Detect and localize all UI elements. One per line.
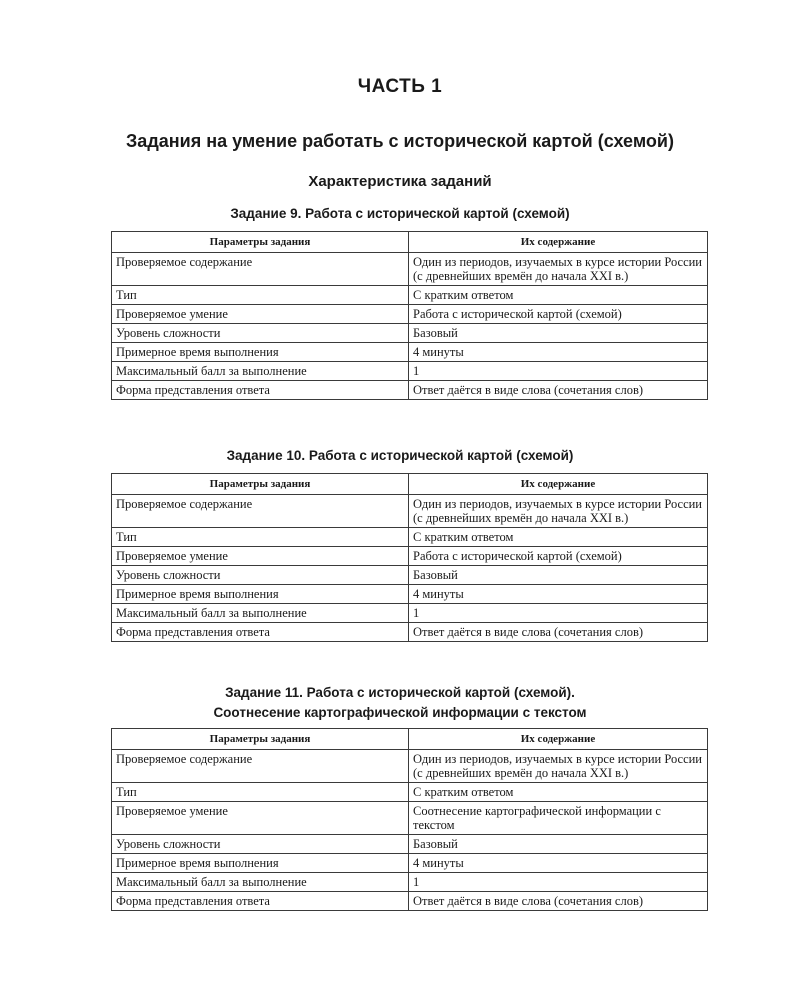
table-row — [112, 324, 708, 343]
table-row — [112, 604, 708, 623]
task-9-title: Задание 9. Работа с исторической картой (схемой) — [230, 206, 570, 221]
table-row — [112, 286, 708, 305]
param-cell: Форма представления ответа — [112, 892, 409, 911]
table-row — [112, 854, 708, 873]
task-10-table — [111, 473, 708, 642]
param-cell: Тип — [112, 783, 409, 802]
value-cell: 4 минуты — [409, 854, 708, 873]
param-cell: Примерное время выполнения — [112, 585, 409, 604]
table-row — [112, 253, 708, 286]
task-11-subtitle: Соотнесение картографической информации с текстом — [213, 705, 587, 720]
table-row — [112, 381, 708, 400]
table-row — [112, 802, 708, 835]
value-cell: Один из периодов, изучаемых в курсе истории России (с древнейших времён до начала XXI в.) — [409, 253, 708, 286]
header-param: Параметры задания — [112, 474, 409, 495]
task-9-table — [111, 231, 708, 400]
table-row — [112, 305, 708, 324]
table-row — [112, 495, 708, 528]
param-cell: Проверяемое содержание — [112, 253, 409, 286]
table-row — [112, 892, 708, 911]
param-cell: Максимальный балл за выполнение — [112, 873, 409, 892]
value-cell: 1 — [409, 362, 708, 381]
value-cell: Работа с исторической картой (схемой) — [409, 547, 708, 566]
value-cell: Один из периодов, изучаемых в курсе истории России (с древнейших времён до начала XXI в.) — [409, 495, 708, 528]
table-row — [112, 750, 708, 783]
value-cell: 1 — [409, 604, 708, 623]
header-content: Их содержание — [409, 232, 708, 253]
param-cell: Уровень сложности — [112, 324, 409, 343]
header-param: Параметры задания — [112, 232, 409, 253]
task-11-title: Задание 11. Работа с исторической картой (схемой). — [225, 685, 575, 700]
param-cell: Форма представления ответа — [112, 381, 409, 400]
table-row — [112, 362, 708, 381]
section-title: Задания на умение работать с исторической картой (схемой) — [126, 131, 674, 151]
value-cell: Один из периодов, изучаемых в курсе истории России (с древнейших времён до начала XXI в.) — [409, 750, 708, 783]
value-cell: Базовый — [409, 324, 708, 343]
table-row — [112, 547, 708, 566]
task-10-title: Задание 10. Работа с исторической картой (схемой) — [226, 448, 574, 463]
param-cell: Проверяемое умение — [112, 802, 409, 835]
param-cell: Максимальный балл за выполнение — [112, 604, 409, 623]
subtitle: Характеристика заданий — [308, 173, 492, 190]
table-header-row — [112, 474, 708, 495]
value-cell: Базовый — [409, 835, 708, 854]
value-cell: Ответ даётся в виде слова (сочетания слов) — [409, 623, 708, 642]
value-cell: 4 минуты — [409, 585, 708, 604]
value-cell: С кратким ответом — [409, 783, 708, 802]
value-cell: С кратким ответом — [409, 528, 708, 547]
table-row — [112, 528, 708, 547]
value-cell: С кратким ответом — [409, 286, 708, 305]
param-cell: Максимальный балл за выполнение — [112, 362, 409, 381]
param-cell: Проверяемое умение — [112, 547, 409, 566]
param-cell: Тип — [112, 286, 409, 305]
table-row — [112, 835, 708, 854]
param-cell: Форма представления ответа — [112, 623, 409, 642]
value-cell: 4 минуты — [409, 343, 708, 362]
param-cell: Уровень сложности — [112, 835, 409, 854]
part-title: ЧАСТЬ 1 — [357, 76, 443, 97]
param-cell: Тип — [112, 528, 409, 547]
param-cell: Проверяемое умение — [112, 305, 409, 324]
header-content: Их содержание — [409, 474, 708, 495]
table-row — [112, 343, 708, 362]
header-param: Параметры задания — [112, 729, 409, 750]
table-row — [112, 873, 708, 892]
value-cell: Соотнесение картографической информации с текстом — [409, 802, 708, 835]
table-row — [112, 585, 708, 604]
value-cell: Базовый — [409, 566, 708, 585]
table-header-row — [112, 232, 708, 253]
value-cell: Работа с исторической картой (схемой) — [409, 305, 708, 324]
header-content: Их содержание — [409, 729, 708, 750]
param-cell: Проверяемое содержание — [112, 495, 409, 528]
table-header-row — [112, 729, 708, 750]
table-row — [112, 566, 708, 585]
value-cell: Ответ даётся в виде слова (сочетания слов) — [409, 892, 708, 911]
param-cell: Примерное время выполнения — [112, 343, 409, 362]
table-row — [112, 623, 708, 642]
param-cell: Примерное время выполнения — [112, 854, 409, 873]
table-row — [112, 783, 708, 802]
param-cell: Проверяемое содержание — [112, 750, 409, 783]
param-cell: Уровень сложности — [112, 566, 409, 585]
task-11-table — [111, 728, 708, 911]
value-cell: Ответ даётся в виде слова (сочетания слов) — [409, 381, 708, 400]
value-cell: 1 — [409, 873, 708, 892]
